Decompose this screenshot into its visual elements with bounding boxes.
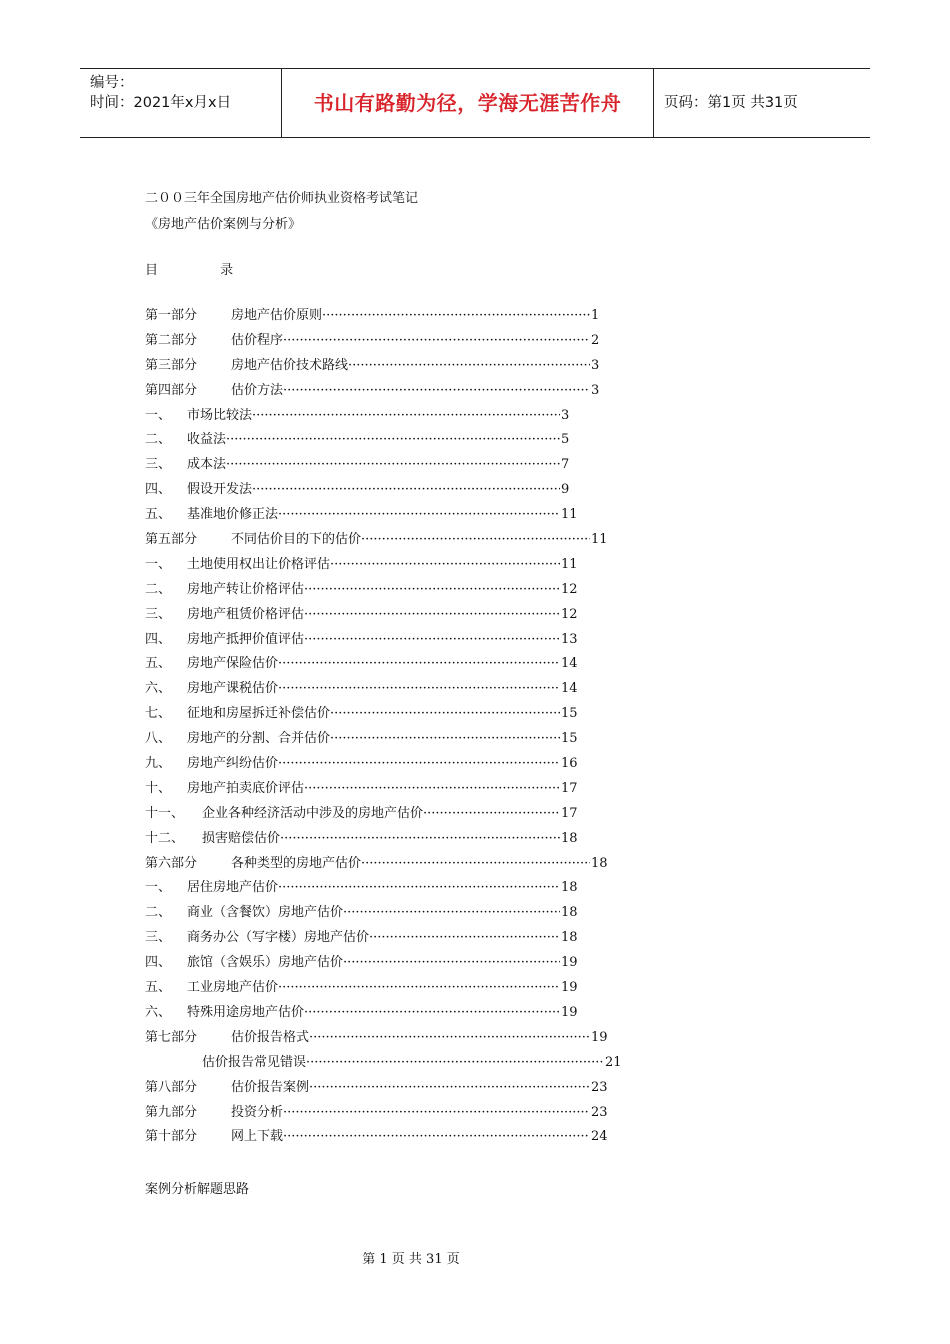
toc-heading-right: 录 (220, 263, 234, 278)
toc-entry-page: 15 (560, 702, 578, 727)
toc-entry-number: 第六部分 (145, 855, 198, 871)
toc-entry-page: 18 (590, 852, 608, 877)
toc-entry-title: 房地产估价原则 ····· (231, 304, 590, 329)
toc-entry[interactable] (145, 752, 645, 777)
toc-entry[interactable] (145, 876, 645, 901)
toc-entry-number: 四、 (145, 482, 172, 498)
toc-entry-title: 各种类型的房地产估价 ····· (231, 852, 590, 877)
header-number-label: 编号： (90, 75, 134, 91)
header-motto: 书山有路勤为径，学海无涯苦作舟 (282, 69, 654, 137)
toc-entry-title: 收益法 ····· (187, 428, 560, 453)
page-footer: 第 1 页 共 31 页 (362, 1252, 460, 1267)
toc-entry-number: 第三部分 (145, 357, 198, 373)
toc-entry-page: 18 (560, 926, 578, 951)
toc-entry-number: 五、 (145, 507, 172, 523)
toc-entry-page: 24 (590, 1125, 608, 1150)
toc-entry-title: 房地产的分割、合并估价 ····· (187, 727, 560, 752)
toc-entry-number: 六、 (145, 681, 172, 697)
toc-entry-page: 19 (590, 1026, 608, 1051)
toc-entry-number: 十、 (145, 780, 172, 796)
toc-entry-number: 九、 (145, 756, 172, 772)
toc-entry-page: 11 (560, 553, 578, 578)
toc-entry-page: 3 (590, 354, 599, 379)
toc-entry-title: 投资分析 ····· (231, 1101, 590, 1126)
toc-entry-number: 第七部分 (145, 1029, 198, 1045)
toc-entry-title: 特殊用途房地产估价 ····· (187, 1001, 560, 1026)
toc-entry-title: 不同估价目的下的估价 ····· (231, 528, 590, 553)
toc-entry-page: 18 (560, 901, 578, 926)
toc-entry-title: 成本法 ····· (187, 453, 560, 478)
toc-entry-page: 18 (560, 827, 578, 852)
toc-entry-page: 3 (560, 404, 569, 429)
toc-entry[interactable] (145, 677, 645, 702)
toc-entry-title: 市场比较法 ····· (187, 404, 560, 429)
toc-entry-number: 第九部分 (145, 1104, 198, 1120)
toc-entry-page: 18 (560, 876, 578, 901)
toc-entry[interactable] (145, 702, 645, 727)
toc-entry-number: 二、 (145, 581, 172, 597)
toc-entry-page: 1 (590, 304, 599, 329)
toc-entry[interactable] (145, 1026, 645, 1051)
toc-entry-page: 14 (560, 652, 578, 677)
toc-entry-number: 三、 (145, 930, 172, 946)
toc-entry-title: 企业各种经济活动中涉及的房地产估价 ····· (202, 802, 560, 827)
toc-entry[interactable] (145, 329, 645, 354)
toc-entry-title: 土地使用权出让价格评估 ····· (187, 553, 560, 578)
toc-entry-number: 第五部分 (145, 532, 198, 548)
doc-title-line2: 《房地产估价案例与分析》 (145, 217, 302, 232)
toc-entry[interactable] (145, 1051, 645, 1076)
toc-entry-title: 居住房地产估价 ····· (187, 876, 560, 901)
toc-entry[interactable] (145, 852, 645, 877)
toc-entry-title: 商务办公（写字楼）房地产估价 ····· (187, 926, 560, 951)
toc-entry[interactable] (145, 453, 645, 478)
toc-entry[interactable] (145, 1001, 645, 1026)
toc-entry-title: 房地产租赁价格评估 ····· (187, 603, 560, 628)
header-meta (80, 69, 282, 137)
toc-entry-number: 十二、 (145, 830, 185, 846)
page-header (80, 68, 870, 138)
toc-entry-title: 损害赔偿估价 ····· (202, 827, 560, 852)
toc-entry-number: 三、 (145, 457, 172, 473)
toc-entry-title: 网上下载 ····· (231, 1125, 590, 1150)
toc-entry-page: 17 (560, 802, 578, 827)
toc-entry[interactable] (145, 777, 645, 802)
toc-entry[interactable] (145, 354, 645, 379)
toc-entry-number: 第一部分 (145, 308, 198, 323)
toc-entry-page: 12 (560, 603, 578, 628)
toc-entry[interactable] (145, 379, 645, 404)
toc-entry[interactable] (145, 628, 645, 653)
toc-entry-page: 5 (560, 428, 569, 453)
header-date: 时间：2021年x月x日 (90, 95, 232, 111)
toc-entry-number: 一、 (145, 880, 172, 896)
toc-entry-title: 房地产转让价格评估 ····· (187, 578, 560, 603)
toc-entry[interactable] (145, 727, 645, 752)
toc-entry[interactable] (145, 926, 645, 951)
toc-entry-title: 房地产纠纷估价 ····· (187, 752, 560, 777)
toc-entry-page: 23 (590, 1101, 608, 1126)
toc-entry-title: 假设开发法 ····· (187, 478, 560, 503)
doc-title-line1: 二００三年全国房地产估价师执业资格考试笔记 (145, 191, 419, 206)
toc-entry-title: 房地产估价技术路线 ····· (231, 354, 590, 379)
toc-entry-page: 16 (560, 752, 578, 777)
toc-entry-number: 二、 (145, 432, 172, 448)
toc-entry-page: 19 (560, 976, 578, 1001)
toc-entry-number: 一、 (145, 556, 172, 572)
toc-entry-title: 征地和房屋拆迁补偿估价 ····· (187, 702, 560, 727)
toc-entry[interactable] (145, 528, 645, 553)
toc-entry-page: 11 (590, 528, 608, 553)
toc-entry-number: 二、 (145, 905, 172, 921)
toc-heading-left: 目 (145, 263, 159, 278)
toc-entry-page: 23 (590, 1076, 608, 1101)
toc-entry[interactable] (145, 578, 645, 603)
toc-heading (145, 259, 233, 278)
toc-entry[interactable] (145, 304, 645, 329)
toc-entry-number: 七、 (145, 706, 172, 722)
toc-entry-number: 第八部分 (145, 1079, 198, 1095)
toc-entry[interactable] (145, 802, 645, 827)
toc-entry[interactable] (145, 1101, 645, 1126)
toc-entry-title: 房地产课税估价 ····· (187, 677, 560, 702)
toc-entry-page: 19 (560, 951, 578, 976)
toc-entry-page: 9 (560, 478, 569, 503)
toc-entry-title: 旅馆（含娱乐）房地产估价 ····· (187, 951, 560, 976)
toc-entry-number: 六、 (145, 1004, 172, 1020)
toc-entry-title: 商业（含餐饮）房地产估价 ····· (187, 901, 560, 926)
toc-entry[interactable] (145, 603, 645, 628)
toc-entry-number: 三、 (145, 606, 172, 622)
toc-entry[interactable] (145, 404, 645, 429)
toc-entry-page: 2 (590, 329, 599, 354)
toc-entry-title: 估价程序 ····· (231, 329, 590, 354)
toc-entry-page: 3 (590, 379, 599, 404)
toc-entry[interactable] (145, 503, 645, 528)
toc-entry-number: 第四部分 (145, 382, 198, 398)
toc-entry-page: 13 (560, 628, 578, 653)
toc-entry-page: 11 (560, 503, 578, 528)
toc-entry-page: 17 (560, 777, 578, 802)
toc-entry[interactable] (145, 428, 645, 453)
toc-entry-page: 21 (604, 1051, 622, 1076)
toc-entry[interactable] (145, 901, 645, 926)
toc-entry-number: 八、 (145, 731, 172, 747)
toc-entry-number: 五、 (145, 980, 172, 996)
toc-entry-number: 一、 (145, 407, 172, 423)
toc-entry-title: 估价报告案例 ····· (231, 1076, 590, 1101)
toc-entry-number: 第二部分 (145, 332, 198, 348)
toc-entry[interactable] (145, 1076, 645, 1101)
toc-entry-number: 四、 (145, 631, 172, 647)
toc-entry-title: 工业房地产估价 ····· (187, 976, 560, 1001)
toc-entry-page: 12 (560, 578, 578, 603)
toc-entry[interactable] (145, 478, 645, 503)
toc-entry[interactable] (145, 553, 645, 578)
toc-entry-page: 7 (560, 453, 569, 478)
toc-entry-number: 五、 (145, 656, 172, 672)
section-note: 案例分析解题思路 (145, 1182, 250, 1197)
table-of-contents (145, 304, 645, 1150)
toc-entry-title: 估价报告常见错误 ····· (202, 1051, 604, 1076)
toc-entry[interactable] (145, 1125, 645, 1150)
toc-entry-number: 十一、 (145, 805, 185, 821)
toc-entry-number: 四、 (145, 955, 172, 971)
toc-entry-title: 房地产拍卖底价评估 ····· (187, 777, 560, 802)
toc-entry-page: 15 (560, 727, 578, 752)
toc-entry[interactable] (145, 652, 645, 677)
toc-entry-title: 估价方法 ····· (231, 379, 590, 404)
toc-entry[interactable] (145, 827, 645, 852)
toc-entry-page: 14 (560, 677, 578, 702)
toc-entry-title: 房地产抵押价值评估 ····· (187, 628, 560, 653)
toc-entry[interactable] (145, 976, 645, 1001)
header-page-info: 页码：第1页 共31页 (664, 95, 798, 111)
toc-entry-title: 估价报告格式 ····· (231, 1026, 590, 1051)
toc-entry-number: 第十部分 (145, 1129, 198, 1145)
toc-entry[interactable] (145, 951, 645, 976)
toc-entry-page: 19 (560, 1001, 578, 1026)
toc-entry-title: 基准地价修正法 ····· (187, 503, 560, 528)
toc-entry-title: 房地产保险估价 ····· (187, 652, 560, 677)
